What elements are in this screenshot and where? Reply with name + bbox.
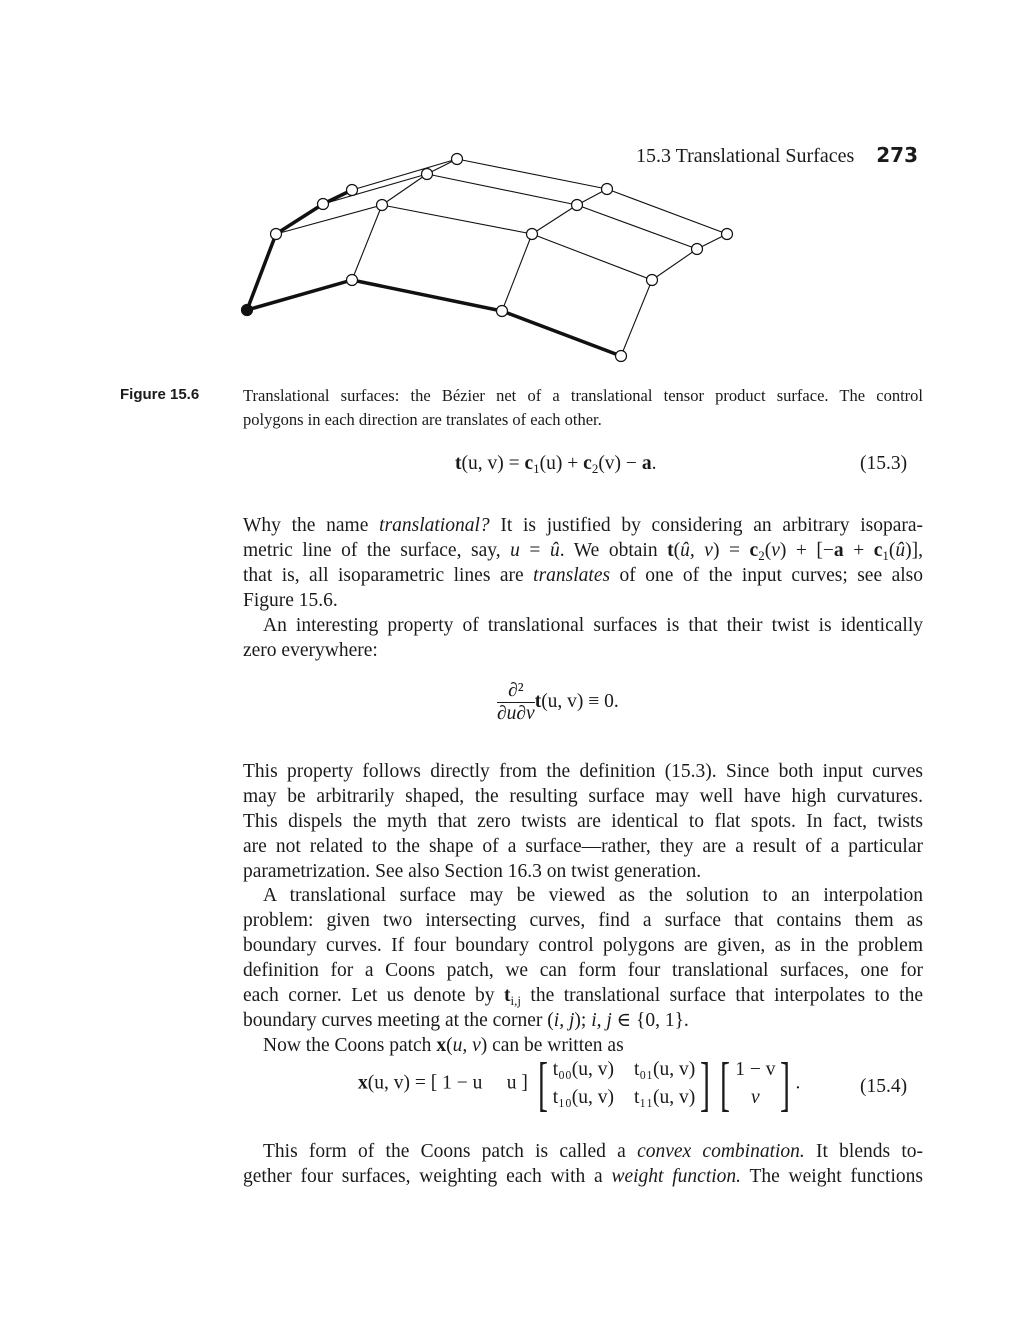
- control-point: [271, 229, 282, 240]
- control-point: [377, 200, 388, 211]
- equation-number: (15.3): [860, 453, 908, 474]
- bracket: [: [537, 1051, 548, 1117]
- text-line: [243, 1034, 923, 1059]
- text-segment: i, j: [591, 1009, 612, 1031]
- text-line: [243, 760, 923, 785]
- text-segment: Figure 15.6.: [243, 589, 338, 611]
- text-segment: û: [895, 539, 906, 561]
- text-segment: each corner. Let us denote by: [243, 985, 504, 1007]
- control-point: [452, 154, 463, 165]
- text-segment: The weight functions: [741, 1165, 923, 1187]
- bezier-net-figure: [0, 0, 1035, 380]
- text-segment: An interesting property of translational surfaces is that their twist is identically: [263, 615, 923, 636]
- text-segment: weight function.: [611, 1165, 742, 1187]
- text-segment: This property follows directly from the definition (15.3). Since both input curves: [243, 761, 923, 782]
- eq-term: a: [641, 453, 652, 474]
- text-segment: It is justified by considering an arbitrary isopara-: [489, 515, 923, 536]
- text-line: [243, 514, 923, 539]
- net-edge: [352, 280, 502, 311]
- equation-15-4: [358, 1051, 801, 1117]
- text-segment: (: [764, 539, 772, 561]
- eq-term: x: [358, 1072, 368, 1094]
- text-segment: convex combination.: [637, 1141, 805, 1162]
- net-edge: [352, 159, 457, 190]
- text-segment: ∈ {0, 1}.: [611, 1009, 689, 1031]
- text-segment: v: [771, 539, 780, 561]
- page-number: 273: [876, 143, 918, 167]
- text-segment: A translational surface may be viewed as the solution to an interpolation: [263, 885, 923, 907]
- text-segment: c: [749, 539, 759, 561]
- text-segment: the translational surface that interpolates to the: [520, 985, 923, 1007]
- paragraph: [243, 614, 923, 664]
- control-point: [318, 199, 329, 210]
- eq-term: c: [524, 453, 534, 474]
- text-segment: parametrization. See also Section 16.3 on twist generation.: [243, 860, 702, 882]
- net-edge: [607, 189, 727, 234]
- text-segment: û: [549, 539, 560, 561]
- text-line: [243, 909, 923, 934]
- eq-term: t: [455, 453, 462, 474]
- text-segment: ) =: [712, 539, 750, 561]
- text-segment: problem: given two intersecting curves, find a surface that contains them as: [243, 910, 923, 932]
- bracket: ]: [780, 1051, 791, 1117]
- control-point: [647, 275, 658, 286]
- text-segment: a: [833, 539, 844, 561]
- text-segment: )],: [905, 539, 924, 561]
- eq-term: 1: [533, 461, 540, 476]
- numerator: ∂²: [497, 680, 535, 703]
- text-line: [243, 1009, 923, 1034]
- text-segment: u: [510, 539, 520, 561]
- text-segment: may be arbitrarily shaped, the resulting surface may well have high curvatures.: [243, 785, 923, 807]
- text-segment: are not related to the shape of a surface—rather, they are a result of a particular: [243, 835, 923, 857]
- vector-cell: v: [751, 1087, 760, 1108]
- text-segment: Now the Coons patch: [263, 1034, 437, 1056]
- text-segment: boundary curves meeting at the corner (: [243, 1009, 554, 1031]
- text-segment: t: [667, 539, 674, 561]
- net-edge: [502, 234, 532, 311]
- eq-term: (u, v) =: [367, 1072, 431, 1094]
- net-edge: [352, 205, 382, 280]
- text-segment: that is, all isoparametric lines are: [243, 564, 534, 586]
- paragraph: [243, 514, 923, 614]
- net-edge: [323, 174, 427, 204]
- text-segment: boundary curves. If four boundary control polygons are given, as in the problem: [243, 935, 923, 957]
- text-line: [243, 785, 923, 810]
- text-segment: x: [436, 1034, 447, 1056]
- figure-label: Figure 15.6: [120, 386, 200, 403]
- text-line: [243, 639, 923, 664]
- net-edge: [247, 280, 352, 310]
- text-line: [243, 884, 923, 909]
- text-segment: zero everywhere:: [243, 639, 378, 661]
- matrix-cell: t₁₁(u, v): [634, 1087, 696, 1108]
- control-point: [572, 200, 583, 211]
- eq-term: 2: [591, 461, 599, 476]
- figure-caption: [243, 384, 923, 432]
- matrix: [553, 1056, 696, 1112]
- control-point: [347, 275, 358, 286]
- net-edge: [276, 205, 382, 234]
- matrix-cell: t₀₁(u, v): [634, 1059, 696, 1080]
- control-point: [692, 244, 703, 255]
- text-segment: (: [888, 539, 896, 561]
- text-segment: . We obtain: [559, 539, 668, 561]
- caption-line: Translational surfaces: the Bézier net of a translational tensor product surface. The control: [243, 386, 923, 405]
- paragraph: [243, 760, 923, 1059]
- fraction: [497, 680, 535, 725]
- text-line: [243, 1165, 923, 1190]
- eq-term: c: [583, 453, 592, 474]
- net-edge: [502, 311, 621, 356]
- net-edge: [532, 205, 577, 234]
- matrix-cell: t₀₀(u, v): [552, 1059, 614, 1080]
- text-segment: +: [843, 539, 874, 561]
- net-edge: [577, 205, 697, 249]
- control-point: [602, 184, 613, 195]
- text-segment: û, v: [680, 539, 713, 561]
- control-point: [497, 306, 508, 317]
- paragraph: [243, 1140, 923, 1190]
- text-segment: t: [503, 985, 511, 1007]
- control-point: [347, 185, 358, 196]
- eq-term: .: [795, 1072, 801, 1094]
- denominator: ∂u∂v: [497, 703, 535, 724]
- row-vector: [ 1 − u u ]: [430, 1072, 528, 1094]
- text-segment: Why the name: [243, 515, 380, 536]
- net-edge: [621, 280, 652, 356]
- equation-15-3: [455, 453, 656, 477]
- column-vector: [735, 1056, 775, 1112]
- text-segment: i,j: [510, 993, 521, 1009]
- text-segment: ) + [−: [779, 539, 834, 561]
- control-point: [616, 351, 627, 362]
- equation-number: (15.4): [860, 1076, 908, 1097]
- bracket: [: [720, 1051, 731, 1117]
- text-segment: This form of the Coons patch is called a: [263, 1141, 638, 1162]
- eq-term: (u, v) =: [461, 453, 525, 474]
- text-line: [243, 984, 923, 1009]
- eq-term: (v) −: [598, 453, 642, 474]
- net-edge: [247, 234, 276, 310]
- net-edge: [532, 234, 652, 280]
- text-segment: translational?: [379, 515, 490, 536]
- section-title: 15.3 Translational Surfaces: [635, 145, 855, 167]
- caption-line: polygons in each direction are translates of each other.: [243, 410, 602, 429]
- text-segment: translates: [533, 564, 611, 586]
- text-line: [243, 810, 923, 835]
- net-edge: [382, 205, 532, 234]
- vector-cell: 1 − v: [735, 1059, 776, 1080]
- text-segment: metric line of the surface, say,: [243, 539, 511, 561]
- text-line: [243, 589, 923, 614]
- text-line: [243, 860, 923, 885]
- text-segment: u, v: [452, 1034, 481, 1056]
- text-segment: definition for a Coons patch, we can form four translational surfaces, one for: [243, 960, 923, 982]
- text-line: [243, 1140, 923, 1165]
- eq-term: (u) +: [539, 453, 584, 474]
- text-line: [243, 934, 923, 959]
- text-segment: 1: [882, 547, 889, 563]
- equation-twist: [497, 680, 619, 725]
- text-segment: i, j: [553, 1009, 575, 1031]
- text-segment: gether four surfaces, weighting each with a: [243, 1165, 612, 1187]
- corner-control-point: [242, 305, 253, 316]
- control-point: [722, 229, 733, 240]
- control-point: [527, 229, 538, 240]
- matrix-cell: t₁₀(u, v): [552, 1087, 614, 1108]
- eq-term: t: [534, 690, 542, 712]
- text-line: [243, 614, 923, 639]
- text-segment: c: [873, 539, 883, 561]
- text-line: [243, 564, 923, 589]
- text-line: [243, 835, 923, 860]
- text-segment: =: [519, 539, 550, 561]
- text-segment: (: [673, 539, 681, 561]
- text-line: [243, 539, 923, 564]
- text-segment: of one of the input curves; see also: [610, 564, 923, 586]
- text-segment: It blends to-: [804, 1141, 923, 1162]
- text-segment: ) can be written as: [480, 1034, 624, 1056]
- text-segment: (: [446, 1034, 453, 1056]
- eq-term: (u, v) ≡ 0.: [541, 690, 619, 712]
- text-segment: );: [574, 1009, 592, 1031]
- eq-term: .: [651, 453, 657, 474]
- net-edge: [276, 204, 323, 234]
- text-line: [243, 959, 923, 984]
- text-segment: This dispels the myth that zero twists are identical to flat spots. In fact, twists: [243, 810, 923, 832]
- net-edge: [652, 249, 697, 280]
- text-segment: 2: [758, 547, 765, 563]
- bracket: ]: [700, 1051, 711, 1117]
- control-point: [422, 169, 433, 180]
